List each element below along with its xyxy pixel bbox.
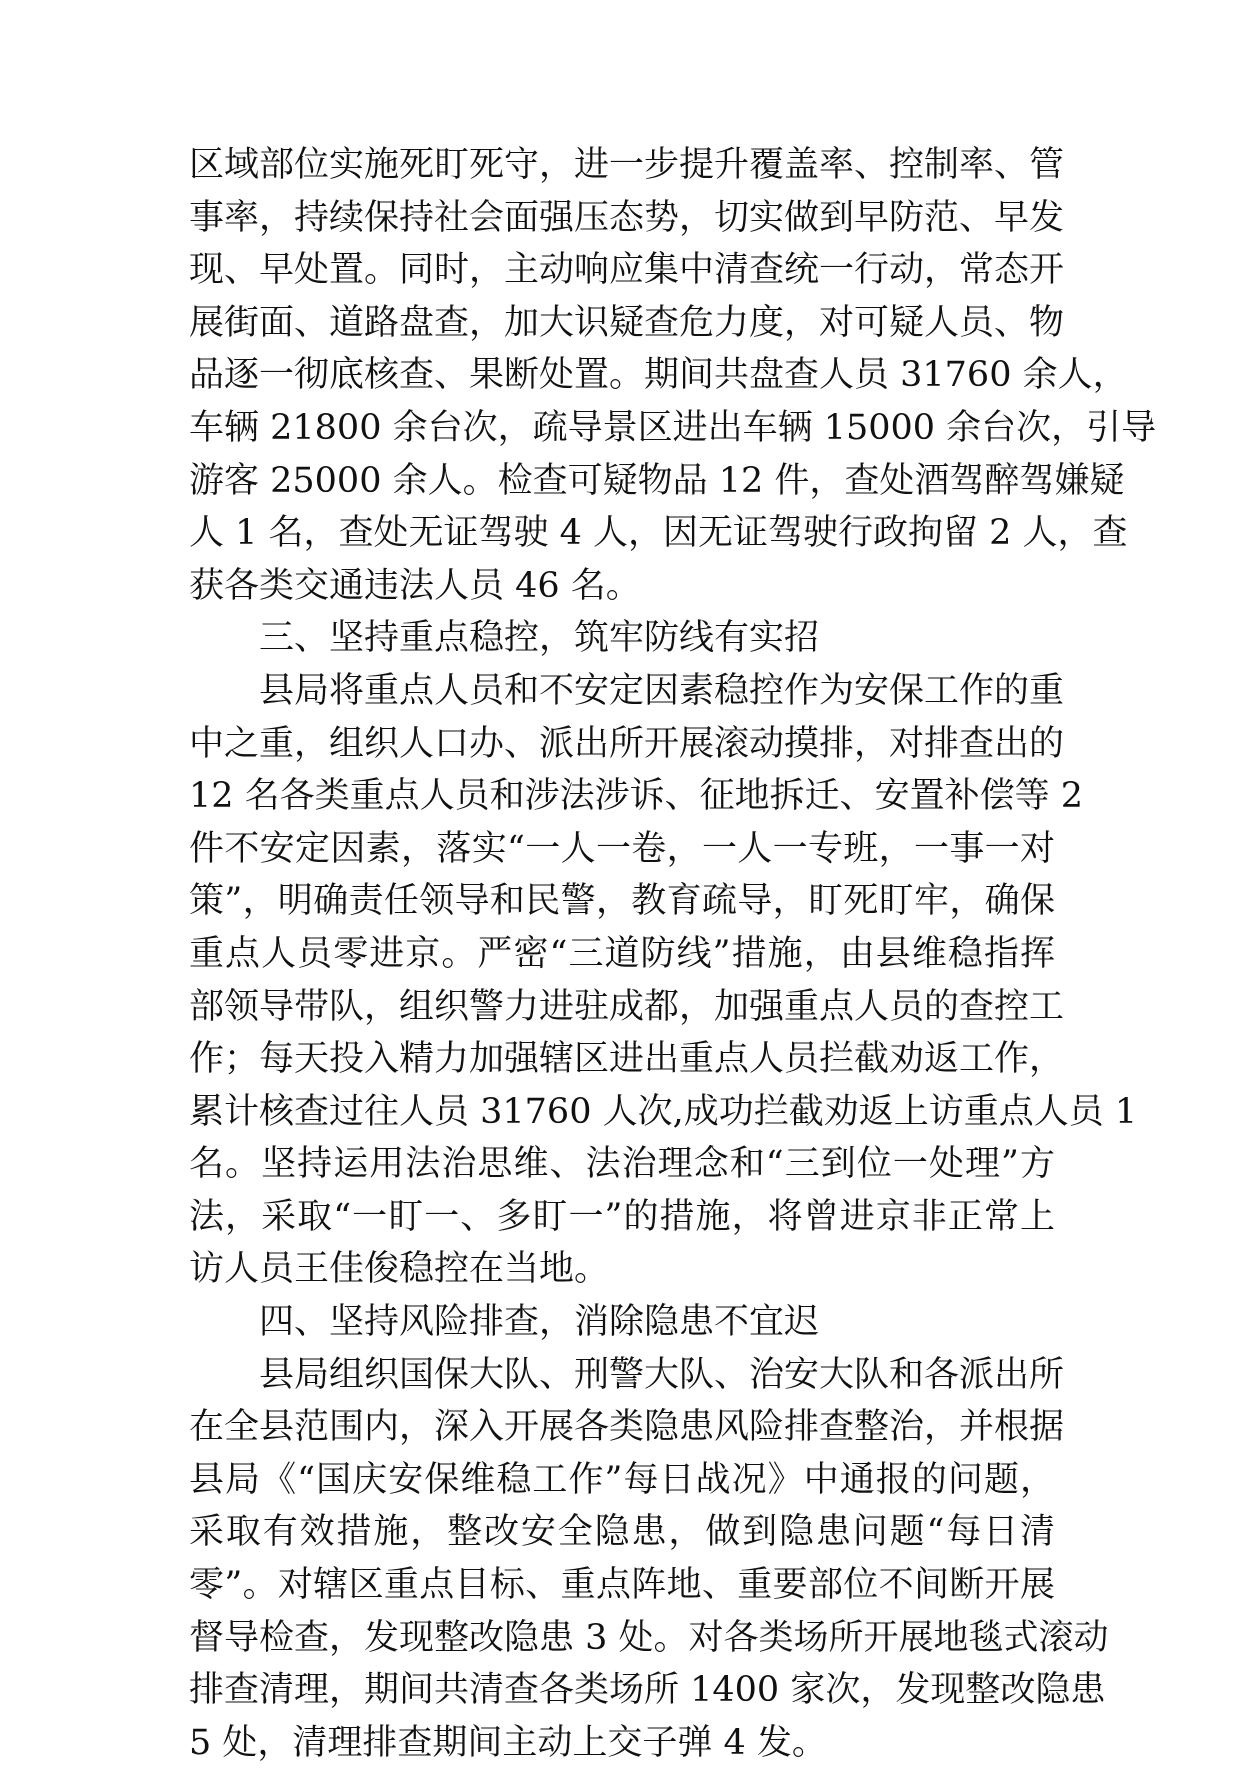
text-line: 展街面、道路盘查，加大识疑查危力度，对可疑人员、物 (189, 302, 1065, 343)
text-line: 在全县范围内，深入开展各类隐患风险排查整治，并根据 (189, 1407, 1065, 1448)
document-page (189, 139, 1157, 1769)
text-line: 累计核查过往人员 31760 人次,成功拦截劝返上访重点人员 1 (189, 1091, 1138, 1132)
text-line: 县局《“国庆安保维稳工作”每日战况》中通报的问题， (189, 1459, 1055, 1500)
text-line: 件不安定因素，落实“一人一卷，一人一专班，一事一对 (189, 828, 1055, 869)
text-line: 5 处，清理排查期间主动上交子弹 4 发。 (189, 1722, 827, 1763)
text-line: 重点人员零进京。严密“三道防线”措施，由县维稳指挥 (189, 933, 1055, 974)
text-line: 车辆 21800 余台次，疏导景区进出车辆 15000 余台次，引导 (189, 407, 1157, 448)
text-line: 游客 25000 余人。检查可疑物品 12 件，查处酒驾醉驾嫌疑 (189, 460, 1125, 501)
text-line: 中之重，组织人口办、派出所开展滚动摸排，对排查出的 (189, 723, 1065, 764)
text-line: 人 1 名，查处无证驾驶 4 人，因无证驾驶行政拘留 2 人，查 (189, 513, 1128, 554)
text-line: 部领导带队，组织警力进驻成都，加强重点人员的查控工 (189, 986, 1065, 1027)
section-3 (189, 612, 1138, 1296)
text-line: 策”，明确责任领导和民警，教育疏导，盯死盯牢，确保 (189, 881, 1055, 922)
text-line: 零”。对辖区重点目标、重点阵地、重要部位不间断开展 (189, 1565, 1055, 1606)
text-line: 县局将重点人员和不安定因素稳控作为安保工作的重 (259, 670, 1065, 711)
text-line: 访人员王佳俊稳控在当地。 (189, 1249, 610, 1290)
text-line: 法，采取“一盯一、多盯一”的措施，将曾进京非正常上 (189, 1196, 1055, 1237)
text-line: 现、早处置。同时，主动响应集中清查统一行动，常态开 (189, 250, 1065, 291)
text-line: 区域部位实施死盯死守，进一步提升覆盖率、控制率、管 (189, 145, 1065, 185)
section-heading: 三、坚持重点稳控，筑牢防线有实招 (259, 618, 820, 659)
text-line: 名。坚持运用法治思维、法治理念和“三到位一处理”方 (189, 1144, 1055, 1185)
text-line: 品逐一彻底核查、果断处置。期间共盘查人员 31760 余人， (189, 355, 1128, 396)
section-4 (189, 1296, 1109, 1769)
text-line: 县局组织国保大队、刑警大队、治安大队和各派出所 (259, 1354, 1065, 1395)
text-line: 12 名各类重点人员和涉法涉诉、征地拆迁、安置补偿等 2 (189, 776, 1084, 817)
text-line: 作；每天投入精力加强辖区进出重点人员拦截劝返工作， (189, 1039, 1065, 1080)
text-line: 获各类交通违法人员 46 名。 (189, 565, 641, 606)
text-line: 事率，持续保持社会面强压态势，切实做到早防范、早发 (189, 197, 1065, 238)
section-heading: 四、坚持风险排查，消除隐患不宜迟 (259, 1302, 820, 1343)
text-line: 排查清理，期间共清查各类场所 1400 家次，发现整改隐患 (189, 1670, 1106, 1711)
text-line: 采取有效措施，整改安全隐患，做到隐患问题“每日清 (189, 1512, 1055, 1553)
text-line: 督导检查，发现整改隐患 3 处。对各类场所开展地毯式滚动 (189, 1617, 1109, 1658)
continuation-paragraph (189, 139, 1157, 612)
